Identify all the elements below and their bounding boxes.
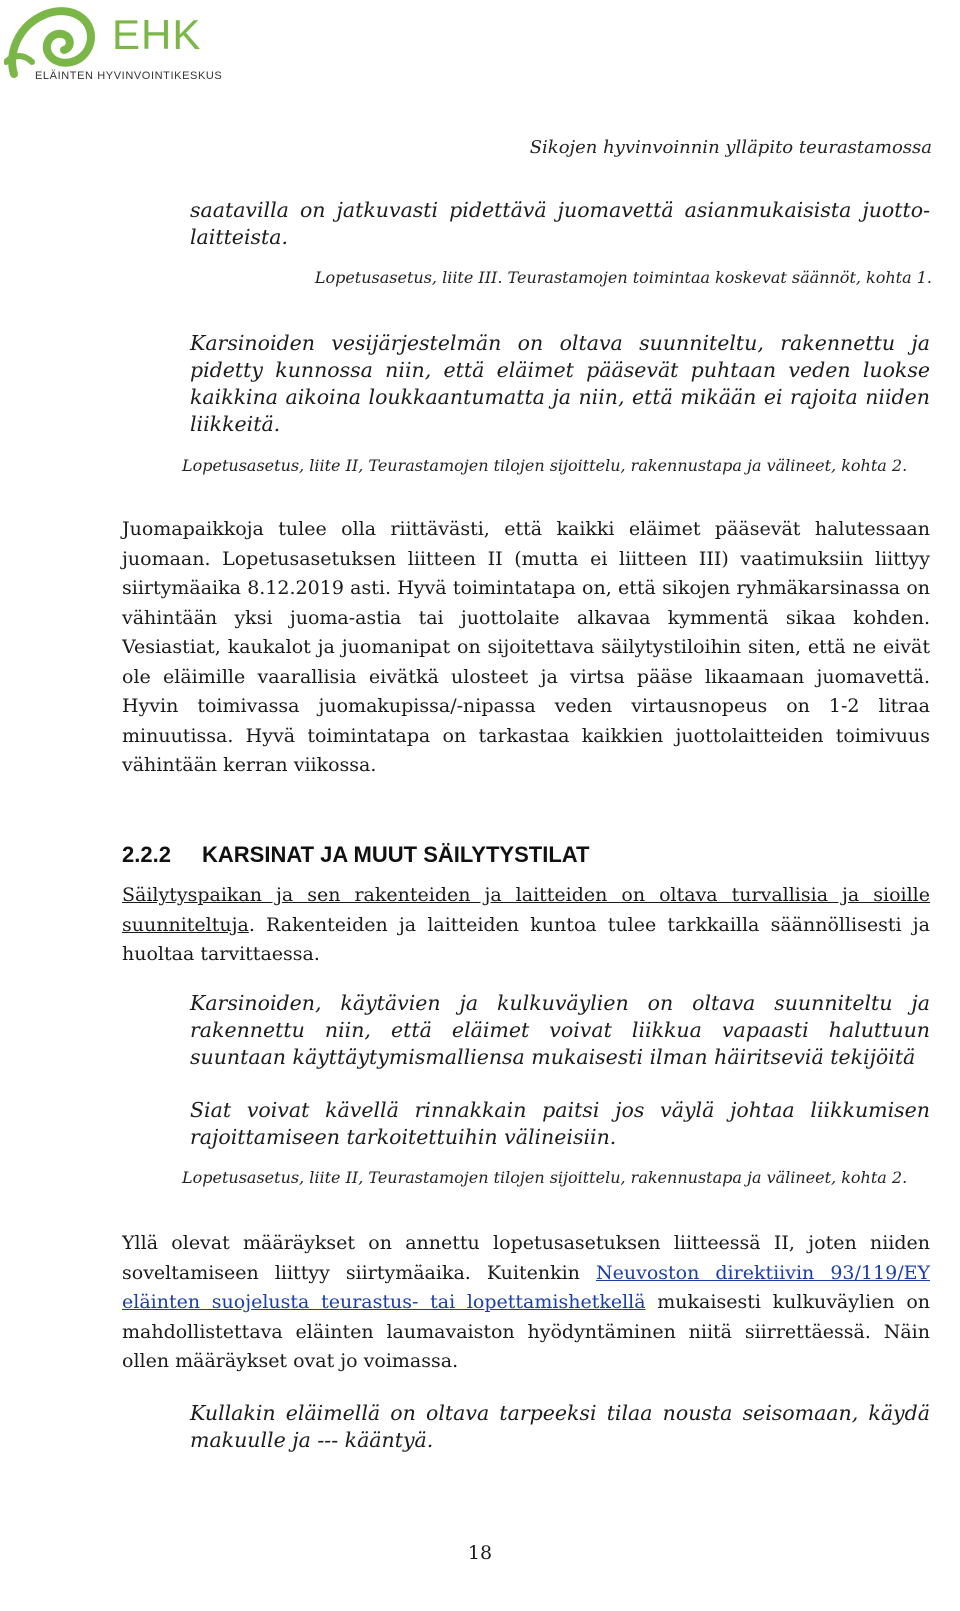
directive-link[interactable]: Neuvoston direktiivin 93/119/EY eläinten suojelusta teurastus- tai lopettamishetkellä xyxy=(122,1261,931,1313)
section-title: KARSINAT JA MUUT SÄILYTYSTILAT xyxy=(202,842,590,867)
source-citation: Lopetusasetus, liite III. Teurastamojen toimintaa koskevat säännöt, kohta 1. xyxy=(314,268,932,287)
body-paragraph: Juomapaikkoja tulee olla riittävästi, että kaikki eläimet pääsevät halutessaan juomaan. Lopetusasetuksen liitteen II (mutta ei liitteen III) vaatimuksiin liittyy siirtymäaika 8.12.2019 asti. Hyvä toimintatapa on, että sikojen ryhmäkarsinassa on vähintään yksi juoma-astia tai juottolaite alkavaa kymmentä sikaa kohden. Vesiastiat, kaukalot ja juomanipat on sijoitettava säilytystiloihin siten, että ne eivät ole eläimille vaarallisia eivätkä ulosteet ja virtsa pääse likaamaan juomavettä. Hyvin toimivassa juomakupissa/-nipassa veden virtausnopeus on 1-2 litraa minuutissa. Hyvä toimintatapa on tarkastaa kaikkien juottolaitteiden toimivuus vähintään kerran viikossa. xyxy=(122,518,930,776)
body-text: mukaisesti kulkuväylien on mahdollistettava eläinten laumavaiston hyödyntäminen niitä siirrettäessä. Näin ollen määräykset ovat jo voimassa. xyxy=(122,1291,931,1372)
body-paragraph xyxy=(122,1229,930,1377)
quote-water-system: Karsinoiden vesijärjestelmän on oltava suunniteltu, rakennettu ja pidetty kunnossa niin, että eläimet pääsevät puhtaan veden luokse kaikkina aikoina loukkaantumatta ja niin, että mikään ei rajoita niiden liikkeitä. xyxy=(190,331,930,436)
source-citation: Lopetusasetus, liite II, Teurastamojen tilojen sijoittelu, rakennustapa ja välineet, kohta 2. xyxy=(182,456,908,475)
quote-passageways: Karsinoiden, käytävien ja kulkuväylien on oltava suunniteltu ja rakennettu niin, että eläimet voivat liikkua vapaasti haluttuun suuntaan käyttäytymismalliensa mukaisesti ilman häiritseviä tekijöitä xyxy=(190,991,930,1069)
source-citation: Lopetusasetus, liite II, Teurastamojen tilojen sijoittelu, rakennustapa ja välineet, kohta 2. xyxy=(182,1168,908,1187)
logo-wordmark: EHK xyxy=(112,11,202,58)
ehk-logo xyxy=(4,4,223,82)
logo-subtitle: ELÄINTEN HYVINVOINTIKESKUS xyxy=(35,70,223,82)
body-text: . Rakenteiden ja laitteiden kuntoa tulee tarkkailla säännöllisesti ja huoltaa tarvittaessa. xyxy=(122,913,930,965)
underlined-text: Säilytyspaikan ja sen rakenteiden ja laitteiden on oltava turvallisia ja sioille suunniteltuja xyxy=(122,884,930,936)
running-header: Sikojen hyvinvoinnin ylläpito teurastamossa xyxy=(529,137,932,158)
section-heading xyxy=(122,842,589,868)
body-paragraph xyxy=(122,881,930,970)
swirl-logo-icon xyxy=(4,4,104,80)
quote-side-by-side: Siat voivat kävellä rinnakkain paitsi jos väylä johtaa liikkumisen rajoittamiseen tarkoitettuihin välineisiin. xyxy=(190,1098,930,1149)
section-number: 2.2.2 xyxy=(122,842,171,867)
quote-water-availability: saatavilla on jatkuvasti pidettävä juomavettä asianmukaisista juotto-laitteista. xyxy=(190,198,930,249)
body-text: Yllä olevat määräykset on annettu lopetusasetuksen liitteessä II, joten niiden soveltamiseen liittyy siirtymäaika. Kuitenkin xyxy=(122,1232,930,1284)
page-number: 18 xyxy=(467,1542,493,1564)
quote-space-requirement: Kullakin eläimellä on oltava tarpeeksi tilaa nousta seisomaan, käydä makuulle ja --- kääntyä. xyxy=(190,1401,930,1452)
